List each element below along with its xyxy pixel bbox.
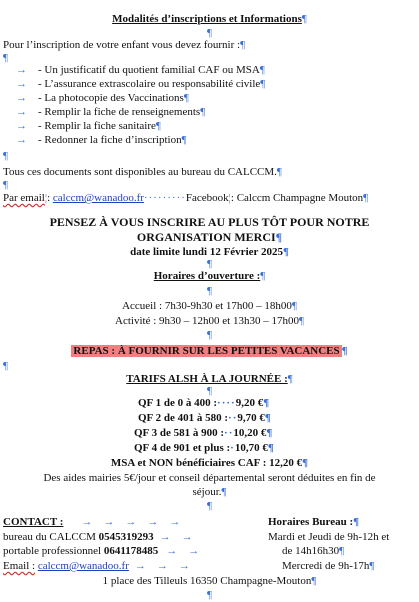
bureau-hours-line-3 <box>282 560 374 573</box>
address <box>0 575 419 588</box>
portable-phone-line <box>3 545 210 558</box>
empty-paragraph: ¶ <box>207 258 212 270</box>
tab-arrow-icon: → <box>134 560 146 572</box>
tab-arrow-icon: → <box>156 560 168 572</box>
bureau-hours-line-1: Mardi et Jeudi de 9h-12h et <box>268 531 390 543</box>
bureau-phone-line <box>3 531 204 544</box>
list-item <box>16 92 189 105</box>
empty-paragraph: ¶ <box>3 150 8 162</box>
tarif-price: 10,70 € <box>234 442 268 454</box>
portable-phone[interactable]: 0641178485 <box>103 545 159 557</box>
tarif-label: QF 1 de 0 à 400 : <box>138 397 218 409</box>
list-item-text: - La photocopie des Vaccinations <box>38 92 184 104</box>
aides-line-2 <box>0 486 419 499</box>
bureau-hours-line-2 <box>282 545 344 558</box>
address-text: 1 place des Tilleuls 16350 Champagne-Mouton <box>102 575 312 587</box>
pilcrow-mark: ¶ <box>341 345 348 357</box>
page-title <box>0 13 419 26</box>
pilcrow-mark: ¶ <box>260 78 266 90</box>
tab-arrow-icon: → <box>16 106 27 118</box>
pilcrow-mark: ¶ <box>311 575 317 587</box>
pilcrow-mark: ¶ <box>363 192 369 204</box>
empty-paragraph: ¶ <box>207 500 212 512</box>
intro-text: Pour l’inscription de votre enfant vous devez fournir : <box>3 39 241 51</box>
empty-paragraph: ¶ <box>207 589 212 601</box>
empty-paragraph: ¶ <box>207 329 212 341</box>
email-label: Par email <box>3 192 45 204</box>
pilcrow-mark: ¶ <box>183 92 189 104</box>
tarif-row: QF 4 de 901 et plus :·10,70 €¶ <box>134 442 274 454</box>
bureau-phone[interactable]: 0545319293 <box>98 531 154 543</box>
list-item <box>16 120 161 133</box>
facebook-value[interactable]: Calccm Champagne Mouton <box>236 192 364 204</box>
intro-paragraph <box>3 39 245 52</box>
tab-arrow-icon: → <box>178 560 190 572</box>
tarif-price: 10,20 € <box>233 427 267 439</box>
contact-email-label: Email : <box>3 560 36 572</box>
tab-arrow-icon: → <box>16 120 27 132</box>
empty-paragraph: ¶ <box>3 52 8 64</box>
pilcrow-mark: ¶ <box>155 120 161 132</box>
tab-arrow-icon: → <box>159 531 171 543</box>
email-facebook-line: Par email¦: calccm@wanadoo.fr·········Facebook¦: Calccm Champagne Mouton¶ <box>3 192 369 204</box>
pilcrow-mark: ¶ <box>260 270 266 282</box>
pilcrow-mark: ¶ <box>259 64 265 76</box>
list-item <box>16 134 187 147</box>
tab-arrow-icon: → <box>16 92 27 104</box>
banner-line-1: PENSEZ À VOUS INSCRIRE AU PLUS TÔT POUR NOTRE <box>49 215 370 229</box>
pilcrow-mark: ¶ <box>287 373 293 385</box>
tarif-price: 9,70 € <box>237 412 265 424</box>
hours-title <box>0 270 419 283</box>
tarif-row: QF 3 de 581 à 900 :··10,20 €¶ <box>134 427 273 439</box>
tab-arrow-icon: → <box>147 516 159 528</box>
pilcrow-mark: ¶ <box>221 486 227 498</box>
pilcrow-mark: ¶ <box>200 106 206 118</box>
portable-label: portable professionnel <box>3 545 102 557</box>
bureau-hours-title <box>268 516 359 529</box>
tarif-row: QF 2 de 401 à 580 :··9,70 €¶ <box>138 412 271 424</box>
tarif-label: QF 3 de 581 à 900 : <box>134 427 225 439</box>
contact-title <box>3 516 191 529</box>
empty-paragraph: ¶ <box>3 360 8 372</box>
list-item <box>16 64 265 77</box>
tarif-label: QF 4 de 901 et plus : <box>134 442 231 454</box>
repas-text: REPAS : À FOURNIR SUR LES PETITES VACANCES <box>73 345 340 357</box>
banner-line-2 <box>0 231 419 244</box>
list-item-text: - Redonner la fiche d’inscription <box>38 134 182 146</box>
email-link[interactable]: calccm@wanadoo.fr <box>52 192 144 204</box>
pilcrow-mark: ¶ <box>263 397 270 409</box>
tab-arrow-icon: → <box>166 545 178 557</box>
list-item-text: - Un justificatif du quotient familial CAF ou MSA <box>38 64 260 76</box>
tab-arrow-icon: → <box>125 516 137 528</box>
empty-paragraph: ¶ <box>207 385 212 397</box>
pilcrow-mark: ¶ <box>298 315 304 327</box>
facebook-label: Facebook <box>185 192 229 204</box>
tab-arrow-icon: → <box>81 516 93 528</box>
pilcrow-mark: ¶ <box>276 166 282 178</box>
tarifs-title-text: TARIFS ALSH À LA JOURNÉE : <box>126 373 288 385</box>
pilcrow-mark: ¶ <box>181 134 187 146</box>
repas-banner <box>0 345 419 358</box>
pilcrow-mark: ¶ <box>264 412 271 424</box>
msa-tarif-text: MSA et NON bénéficiaires CAF : 12,20 € <box>110 457 303 469</box>
banner-line-2-text: ORGANISATION MERCI <box>136 230 276 244</box>
hours-title-text: Horaires d’ouverture : <box>153 270 261 282</box>
tarif-label: QF 2 de 401 à 580 : <box>138 412 229 424</box>
pilcrow-mark: ¶ <box>353 516 360 528</box>
list-item-text: - Remplir la fiche sanitaire <box>38 120 156 132</box>
pilcrow-mark: ¶ <box>369 560 375 572</box>
empty-paragraph: ¶ <box>207 27 212 39</box>
pilcrow-mark: ¶ <box>291 300 297 312</box>
tarif-row: QF 1 de 0 à 400 :····9,20 €¶ <box>138 397 270 409</box>
pilcrow-mark: ¶ <box>339 545 345 557</box>
list-item-text: - L’assurance extrascolaire ou responsabilité civile <box>38 78 261 90</box>
pilcrow-mark: ¶ <box>267 442 274 454</box>
contact-email-line <box>3 560 201 573</box>
contact-title-text: CONTACT : <box>3 516 64 528</box>
pilcrow-mark: ¶ <box>275 230 283 244</box>
availability-text: Tous ces documents sont disponibles au bureau du CALCCM. <box>3 166 277 178</box>
pilcrow-mark: ¶ <box>240 39 246 51</box>
contact-email-link[interactable]: calccm@wanadoo.fr <box>37 560 129 572</box>
hours-accueil <box>0 300 419 313</box>
bureau-hours-line-2-text: de 14h16h30 <box>282 545 340 557</box>
list-item-text: - Remplir la fiche de renseignements <box>38 106 201 118</box>
tab-arrow-icon: → <box>16 134 27 146</box>
accueil-text: Accueil : 7h30-9h30 et 17h00 – 18h00 <box>122 300 292 312</box>
pilcrow-mark: ¶ <box>266 427 273 439</box>
tab-arrow-icon: → <box>16 78 27 90</box>
bureau-hours-title-text: Horaires Bureau : <box>268 516 354 528</box>
deadline-text: date limite lundi 12 Février 2025 <box>130 246 283 258</box>
activite-text: Activité : 9h30 – 12h00 et 13h30 – 17h00 <box>115 315 299 327</box>
tab-arrow-icon: → <box>181 531 193 543</box>
empty-paragraph: ¶ <box>3 179 8 191</box>
empty-paragraph: ¶ <box>207 285 212 297</box>
tarif-price: 9,20 € <box>235 397 264 409</box>
aides-line-2-text: séjour. <box>192 486 222 498</box>
aides-line-1: Des aides mairies 5€/jour et conseil départemental seront déduites en fin de <box>43 472 376 484</box>
tab-arrow-icon: → <box>169 516 181 528</box>
tab-arrow-icon: → <box>16 64 27 76</box>
pilcrow-mark: ¶ <box>301 13 307 25</box>
tab-arrow-icon: → <box>103 516 115 528</box>
tab-arrow-icon: → <box>188 545 200 557</box>
msa-tarif <box>0 457 419 470</box>
bureau-hours-line-3-text: Mercredi de 9h-17h <box>282 560 370 572</box>
bureau-label: bureau du CALCCM <box>3 531 96 543</box>
availability-paragraph <box>3 166 282 179</box>
pilcrow-mark: ¶ <box>302 457 309 469</box>
pilcrow-mark: ¶ <box>282 246 289 258</box>
title-text: Modalités d’inscriptions et Informations <box>112 13 302 25</box>
list-item <box>16 78 265 91</box>
list-item <box>16 106 205 119</box>
hours-activite <box>0 315 419 328</box>
